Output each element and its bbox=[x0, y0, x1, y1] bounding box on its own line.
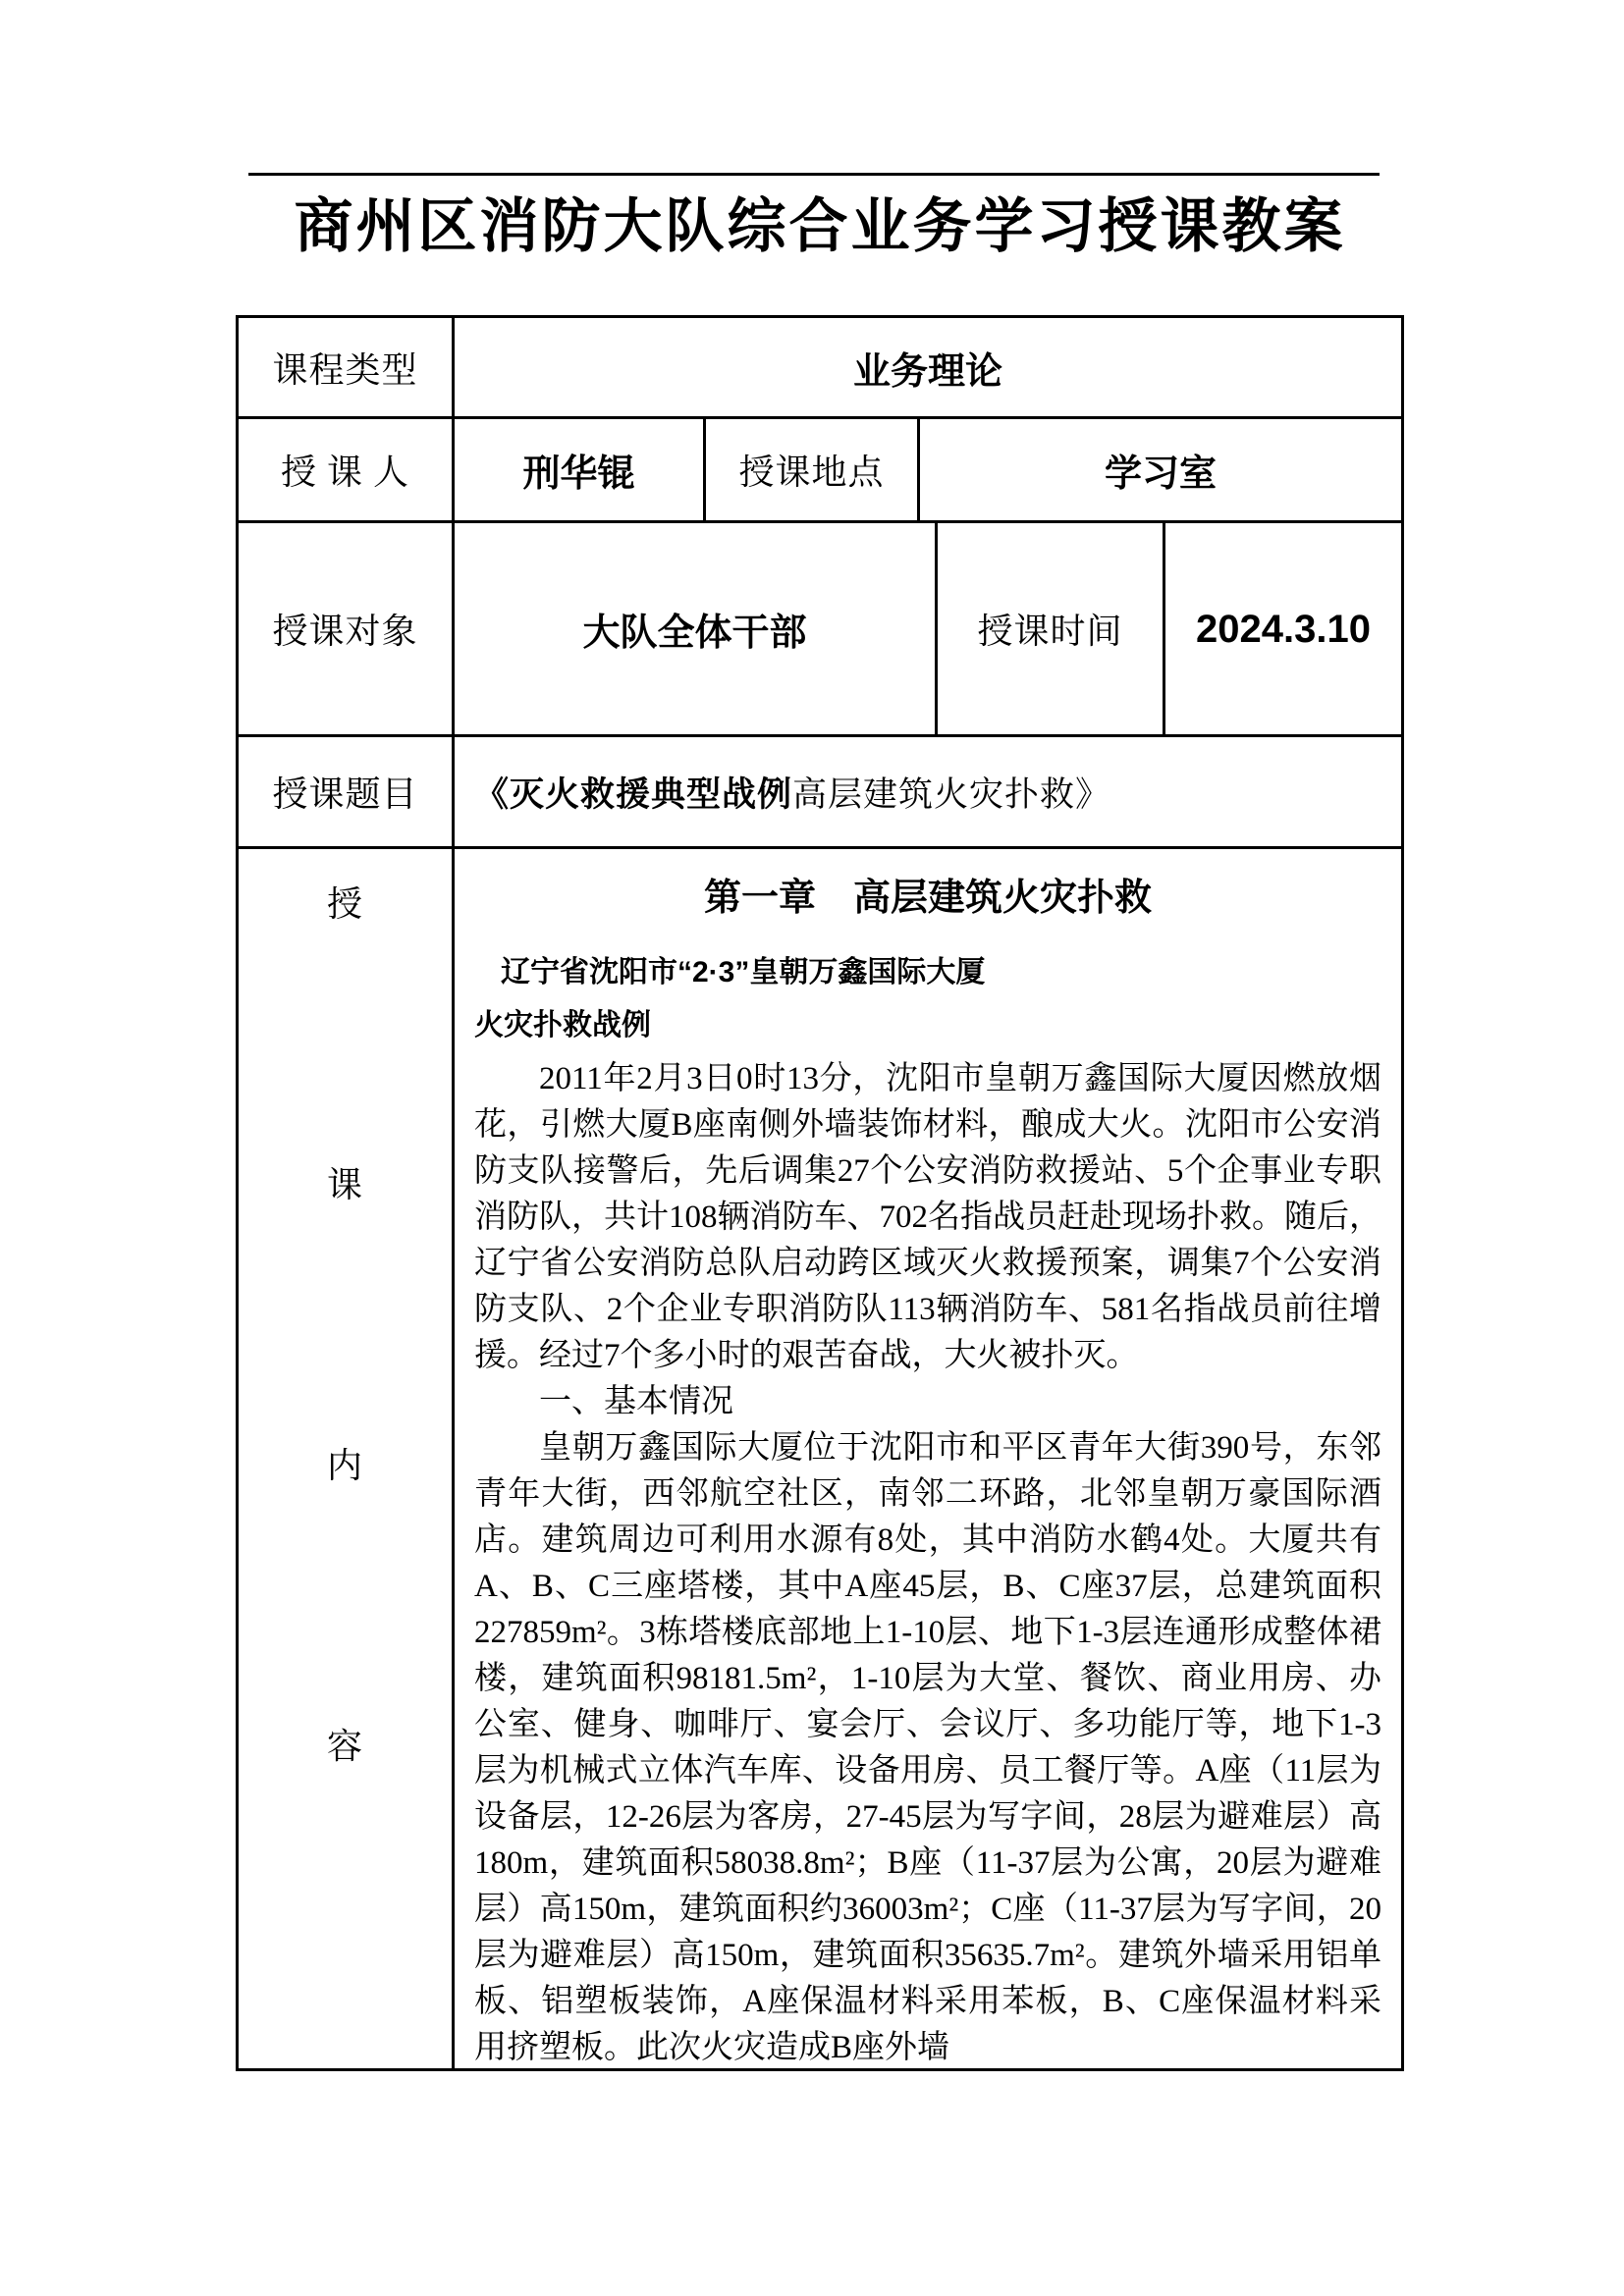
row-lecturer-location bbox=[239, 419, 1401, 523]
case-title-line-1: 辽宁省沈阳市“2·3”皇朝万鑫国际大厦 bbox=[501, 956, 986, 989]
topic-label: 授课题目 bbox=[239, 737, 455, 846]
document-title: 商州区消防大队综合业务学习授课教案 bbox=[294, 194, 1346, 259]
content-label-char-3: 内 bbox=[326, 1446, 363, 1485]
paragraph-incident: 2011年2月3日0时13分，沈阳市皇朝万鑫国际大厦因燃放烟花，引燃大厦B座南侧外墙装饰材料，酿成大火。沈阳市公安消防支队接警后，先后调集27个公安消防救援站、5个企事业专职消防队，共计108辆消防车、702名指战员赶赴现场扑救。随后，辽宁省公安消防总队启动跨区域灭火救援预案，调集7个公安消防支队、2个企业专职消防队113辆消防车、581名指战员前往增援。经过7个多小时的艰苦奋战，大火被扑灭。 bbox=[474, 1061, 1382, 1374]
topic-value-regular: 高层建筑火灾扑救》 bbox=[792, 774, 1111, 814]
row-audience-time bbox=[239, 523, 1401, 737]
row-course-type bbox=[239, 318, 1401, 419]
row-content bbox=[239, 849, 1401, 2068]
content-wrap bbox=[236, 173, 1404, 2071]
paragraph-basic-info: 皇朝万鑫国际大厦位于沈阳市和平区青年大街390号，东邻青年大街，西邻航空社区，南邻二环路，北邻皇朝万豪国际酒店。建筑周边可利用水源有8处，其中消防水鹤4处。大厦共有A、B、C三座塔楼，其中A座45层，B、C座37层，总建筑面积227859m²。3栋塔楼底部地上1-10层、地下1-3层连通形成整体裙楼，建筑面积98181.5m²，1-10层为大堂、餐饮、商业用房、办公室、健身、咖啡厅、宴会厅、会议厅、多功能厅等，地下1-3层为机械式立体汽车库、设备用房、员工餐厅等。A座（11层为设备层，12-26层为客房，27-45层为写字间，28层为避难层）高180m，建筑面积58038.8m²；B座（11-37层为公寓，20层为避难层）高150m，建筑面积约36003m²；C座（11-37层为写字间，20层为避难层）高150m，建筑面积35635.7m²。建筑外墙采用铝单板、铝塑板装饰，A座保温材料采用苯板，B、C座保温材料采用挤塑板。此次火灾造成B座外墙 bbox=[474, 1430, 1381, 2066]
topic-value-bold: 《灭火救援典型战例 bbox=[474, 774, 793, 814]
course-type-value: 业务理论 bbox=[852, 350, 1002, 393]
row-topic bbox=[239, 737, 1401, 849]
header-rule bbox=[248, 173, 1380, 176]
audience-label: 授课对象 bbox=[239, 523, 455, 734]
lecturer-value: 刑华锟 bbox=[455, 419, 706, 520]
chapter-title: 第一章 高层建筑火灾扑救 bbox=[703, 878, 1152, 919]
content-label-char-2: 课 bbox=[326, 1165, 363, 1204]
time-label: 授课时间 bbox=[938, 523, 1165, 734]
content-label bbox=[239, 849, 455, 2068]
course-type-label: 课程类型 bbox=[239, 318, 455, 416]
location-value: 学习室 bbox=[1104, 454, 1217, 495]
content-body bbox=[455, 849, 1401, 2068]
location-label: 授课地点 bbox=[706, 419, 920, 520]
content-label-char-1: 授 bbox=[326, 884, 363, 924]
case-title-line-2: 火灾扑救战例 bbox=[474, 1009, 651, 1042]
lecturer-label: 授 课 人 bbox=[239, 419, 455, 520]
lesson-plan-table bbox=[236, 315, 1404, 2071]
topic-value bbox=[455, 737, 1401, 846]
section-heading-basic-info: 一、基本情况 bbox=[539, 1384, 733, 1420]
time-value: 2024.3.10 bbox=[1196, 607, 1371, 651]
audience-value: 大队全体干部 bbox=[455, 523, 938, 734]
content-label-char-4: 容 bbox=[326, 1727, 363, 1766]
